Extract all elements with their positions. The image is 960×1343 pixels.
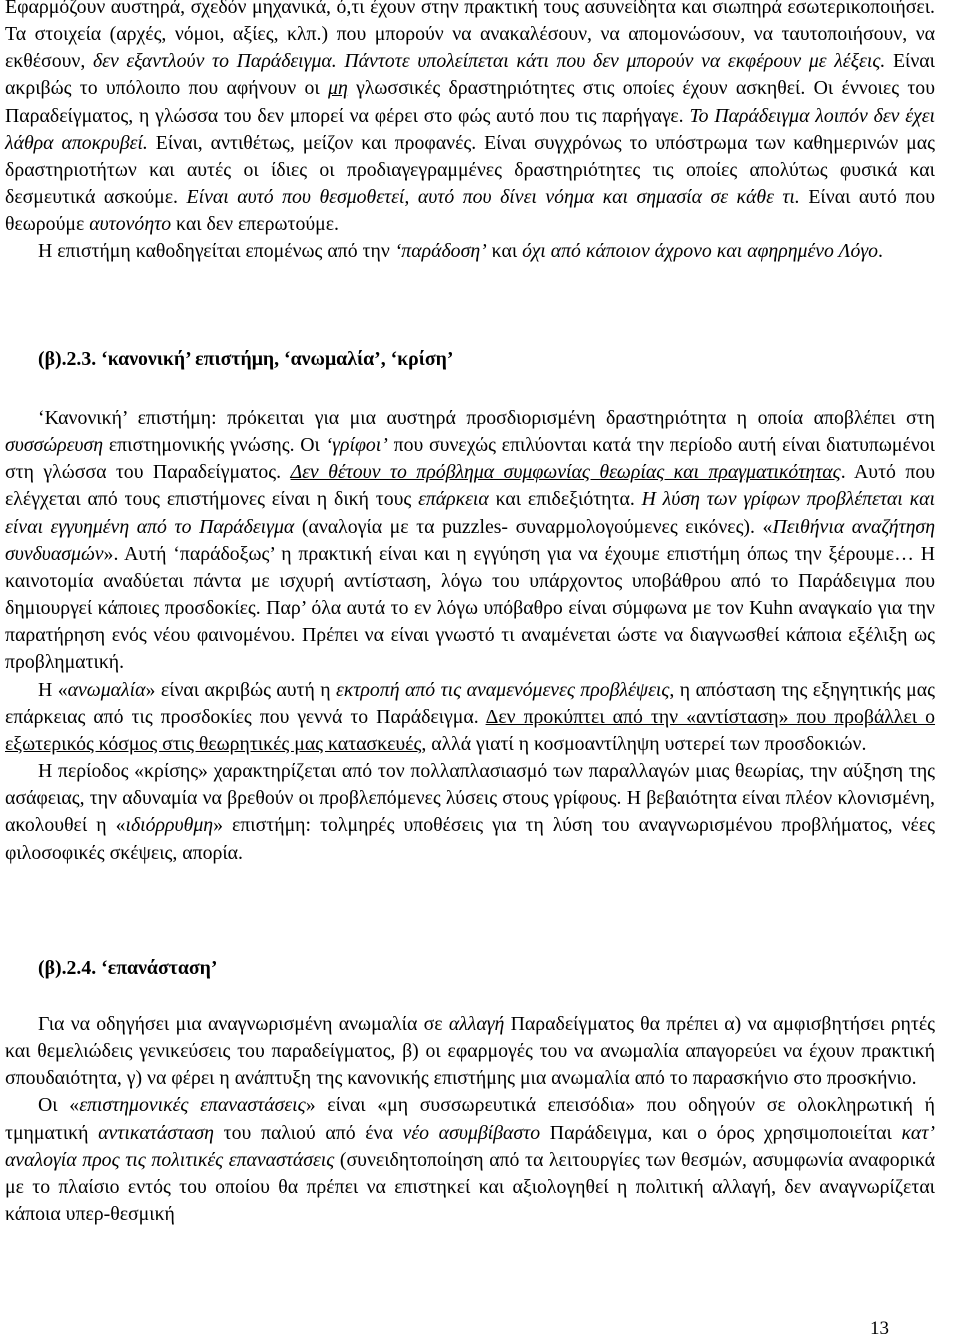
text-run-italic: Δεν θέτουν το πρόβλημα συμφωνίας θεωρίας και πραγματικότητας xyxy=(290,461,841,484)
text-run-italic: Η λύση των γρίφων προβλέπεται και είναι εγγυημένη από το Παράδειγμα xyxy=(5,488,935,538)
text-run-italic: αλλαγή xyxy=(448,1013,505,1035)
text-run-italic: ιδιόρρυθμη xyxy=(125,814,214,837)
text-run: » επιστήμη: τολμηρές υποθέσεις για τη λύση του αναγνωρισμένου προβλήματος, νέες φιλοσοφικές σκέψεις, απορία. xyxy=(5,814,935,864)
section-heading-normal-science: (β).2.3. ‘κανονική’ επιστήμη, ‘ανωμαλία’, ‘κρίση’ xyxy=(38,348,454,370)
text-run: Η « xyxy=(38,678,68,701)
section-heading-revolution: (β).2.4. ‘επανάσταση’ xyxy=(38,957,218,979)
text-run: Η επιστήμη καθοδηγείται επομένως από την xyxy=(38,240,395,263)
text-run: ». Αυτή ‘παράδοξως’ η πρακτική είναι και η εγγύηση για να έχουμε επιστήμη όπως την ξέρουμε… Η καινοτομία αναδύεται πάντα με ισχυρή αντίσταση, λόγω του υπάρχοντος υποβάθρου από το Παράδειγμα που δημιουργεί κάποιες προσδοκίες. Παρ’ όλα αυτά το εν λόγω υπόβαθρο είναι σύμφωνα με τον Kuhn αναγκαίο για την παρατήρηση ενός νέου φαινομένου. Πρέπει να είναι γνωστό τι αναμένεται ώστε να διαγνωσθεί κάποια εξέλιξη ως προβληματική. xyxy=(5,542,935,674)
text-run-italic: όχι από κάποιον άχρονο και αφηρημένο Λόγο xyxy=(522,240,879,263)
paragraph-normal-science xyxy=(5,405,935,867)
text-run-italic: εκτροπή από τις αναμενόμενες προβλέψεις xyxy=(336,678,670,701)
text-run-italic: επιστημονικές επαναστάσεις xyxy=(79,1094,306,1117)
text-run-italic: δεν εξαντλούν το Παράδειγμα. Πάντοτε υπολείπεται κάτι που δεν μπορούν να εκφέρουν με λέξεις. xyxy=(92,50,886,73)
text-run: Εφαρμόζουν αυστηρά, σχεδόν μηχανικά, ό,τι έχουν στην πρακτική τους ασυνείδητα και σιωπηρά εσωτερικοποιήσει. Τα στοιχεία (αρχές, νόμοι, αξίες, κλπ.) που μπορούν να ανακαλέσουν, να απομονώσουν, να ταυτοποιήσουν, να εκθέσουν, xyxy=(5,0,935,73)
text-run: . xyxy=(878,240,883,263)
text-run-italic: ανωμαλία xyxy=(67,678,146,701)
text-run-italic: Πειθήνια αναζήτηση συνδυασμών xyxy=(5,515,936,565)
text-run: και δεν επερωτούμε. xyxy=(171,213,339,236)
text-run: Είναι, αντιθέτως, μείζον και προφανές. Είναι συγχρόνως το υπόστρωμα των καθημερινών μας δραστηριοτήτων και αυτές οι ίδιες οι προδιαγεγραμμένες δραστηριότητες τις οποίες απολύτως φυσικά και δεσμευτικά ασκούμε. xyxy=(5,131,935,209)
text-run-italic: ‘παράδοση’ xyxy=(394,240,487,263)
text-run: (συνειδητοποίηση από τα λειτουργίες των θεσμών, ασυμφωνία αναφορικά με το πλαίσιο εντός του οποίου θα πρέπει να επιστηκεί και αξιολογηθεί η πολιτική αλλαγή, δεν αναγνωρίζεται κάποια υπερ-θεσμική xyxy=(5,1148,935,1226)
paragraph-paradigm xyxy=(5,0,935,266)
text-run-italic: Είναι αυτό που θεσμοθετεί, αυτό που δίνει νόημα και σημασία σε κάθε τι. xyxy=(186,186,800,209)
text-run: . Αυτό που ελέγχεται από τους επιστήμονες είναι η δική τους xyxy=(5,461,936,511)
text-run: Είναι αυτό που θεωρούμε xyxy=(5,186,936,236)
text-run: » είναι ακριβώς αυτή η xyxy=(145,678,337,701)
text-run-italic: κατ’ αναλογία προς τις πολιτικές επαναστάσεις xyxy=(5,1121,935,1171)
text-run: και επιδεξιότητα. xyxy=(488,488,642,511)
text-run-italic: επάρκεια xyxy=(418,488,489,511)
text-run: Είναι ακριβώς το υπόλοιπο που αφήνουν οι xyxy=(5,50,935,100)
text-run: (αναλογία με τα puzzles- συναρμολογούμενες εικόνες). « xyxy=(294,515,773,538)
text-run: Παράδειγμα, και ο όρος χρησιμοποιείται xyxy=(540,1121,902,1144)
text-run: , η απόσταση της εξηγητικής μας επάρκειας από τις προσδοκίες που γεννά το Παράδειγμα. xyxy=(5,678,935,728)
text-run: Οι « xyxy=(38,1094,80,1117)
text-run-italic: Το Παράδειγμα λοιπόν δεν έχει λάθρα αποκρυβεί. xyxy=(5,104,935,154)
text-run: Η περίοδος «κρίσης» χαρακτηρίζεται από τον πολλαπλασιασμό των παραλλαγών μιας θεωρίας, την αύξηση της ασάφειας, την αδυναμία να βρεθούν οι προβλεπόμενες λύσεις στους γρίφους. Η βεβαιότητα είναι πλέον κλονισμένη, ακολουθεί η « xyxy=(5,760,935,837)
text-run-italic: ‘γρίφοι’ xyxy=(325,434,388,457)
text-run: ‘Κανονική’ επιστήμη: πρόκειται για μια αυστηρά προσδιορισμένη δραστηριότητα η οποία αποβλέπει στη xyxy=(38,407,935,429)
text-run-italic: αντικατάσταση xyxy=(98,1121,214,1144)
text-run-italic: νέο ασυμβίβαστο xyxy=(402,1121,541,1144)
text-run-italic: αυτονόητο xyxy=(89,213,172,236)
paragraph-revolution xyxy=(5,1011,935,1228)
text-run: , αλλά γιατί η κοσμοαντίληψη υστερεί των προσδοκιών. xyxy=(421,732,867,755)
text-run: επιστημονικής γνώσης. Οι xyxy=(103,434,326,457)
text-run: και xyxy=(486,240,523,263)
text-run: του παλιού από ένα xyxy=(214,1121,403,1144)
text-run-italic: μη xyxy=(328,77,348,100)
text-run: Παραδείγματος θα πρέπει α) να αμφισβητήσει ρητές και θεμελιώδεις γενικεύσεις του παραδείγματος, β) οι εφαρμογές του να ανωμαλία απαγορεύει να έχουν πρακτική σπουδαιότητα, γ) να φέρει η ανάπτυξη της κανονικής επιστήμης μια ανωμαλία από το παρασκήνιο στο προσκήνιο. xyxy=(5,1013,935,1090)
text-run-underlined: Δεν προκύπτει από την «αντίσταση» που προβάλλει ο εξωτερικός κόσμος στις θεωρητικές μας κατασκευές xyxy=(5,705,936,755)
text-run-italic: συσσώρευση xyxy=(5,434,104,457)
page-number: 13 xyxy=(870,1318,889,1339)
text-run: Για να οδηγήσει μια αναγνωρισμένη ανωμαλία σε xyxy=(38,1013,449,1035)
text-run: » είναι «μη συσσωρευτικά επεισόδια» που οδηγούν σε ολοκληρωτική ή τμηματική xyxy=(5,1094,935,1144)
text-run: που συνεχώς επιλύονται κατά την περίοδο αυτή είναι διατυπωμένοι στη γλώσσα του Παραδείγματος. xyxy=(5,434,935,484)
text-run: γλωσσικές δραστηριότητες στις οποίες έχουν ασκηθεί. Οι έννοιες του Παραδείγματος, η γλώσσα του δεν μπορεί να φέρει στο φώς αυτό που τις παρήγαγε. xyxy=(5,77,935,127)
